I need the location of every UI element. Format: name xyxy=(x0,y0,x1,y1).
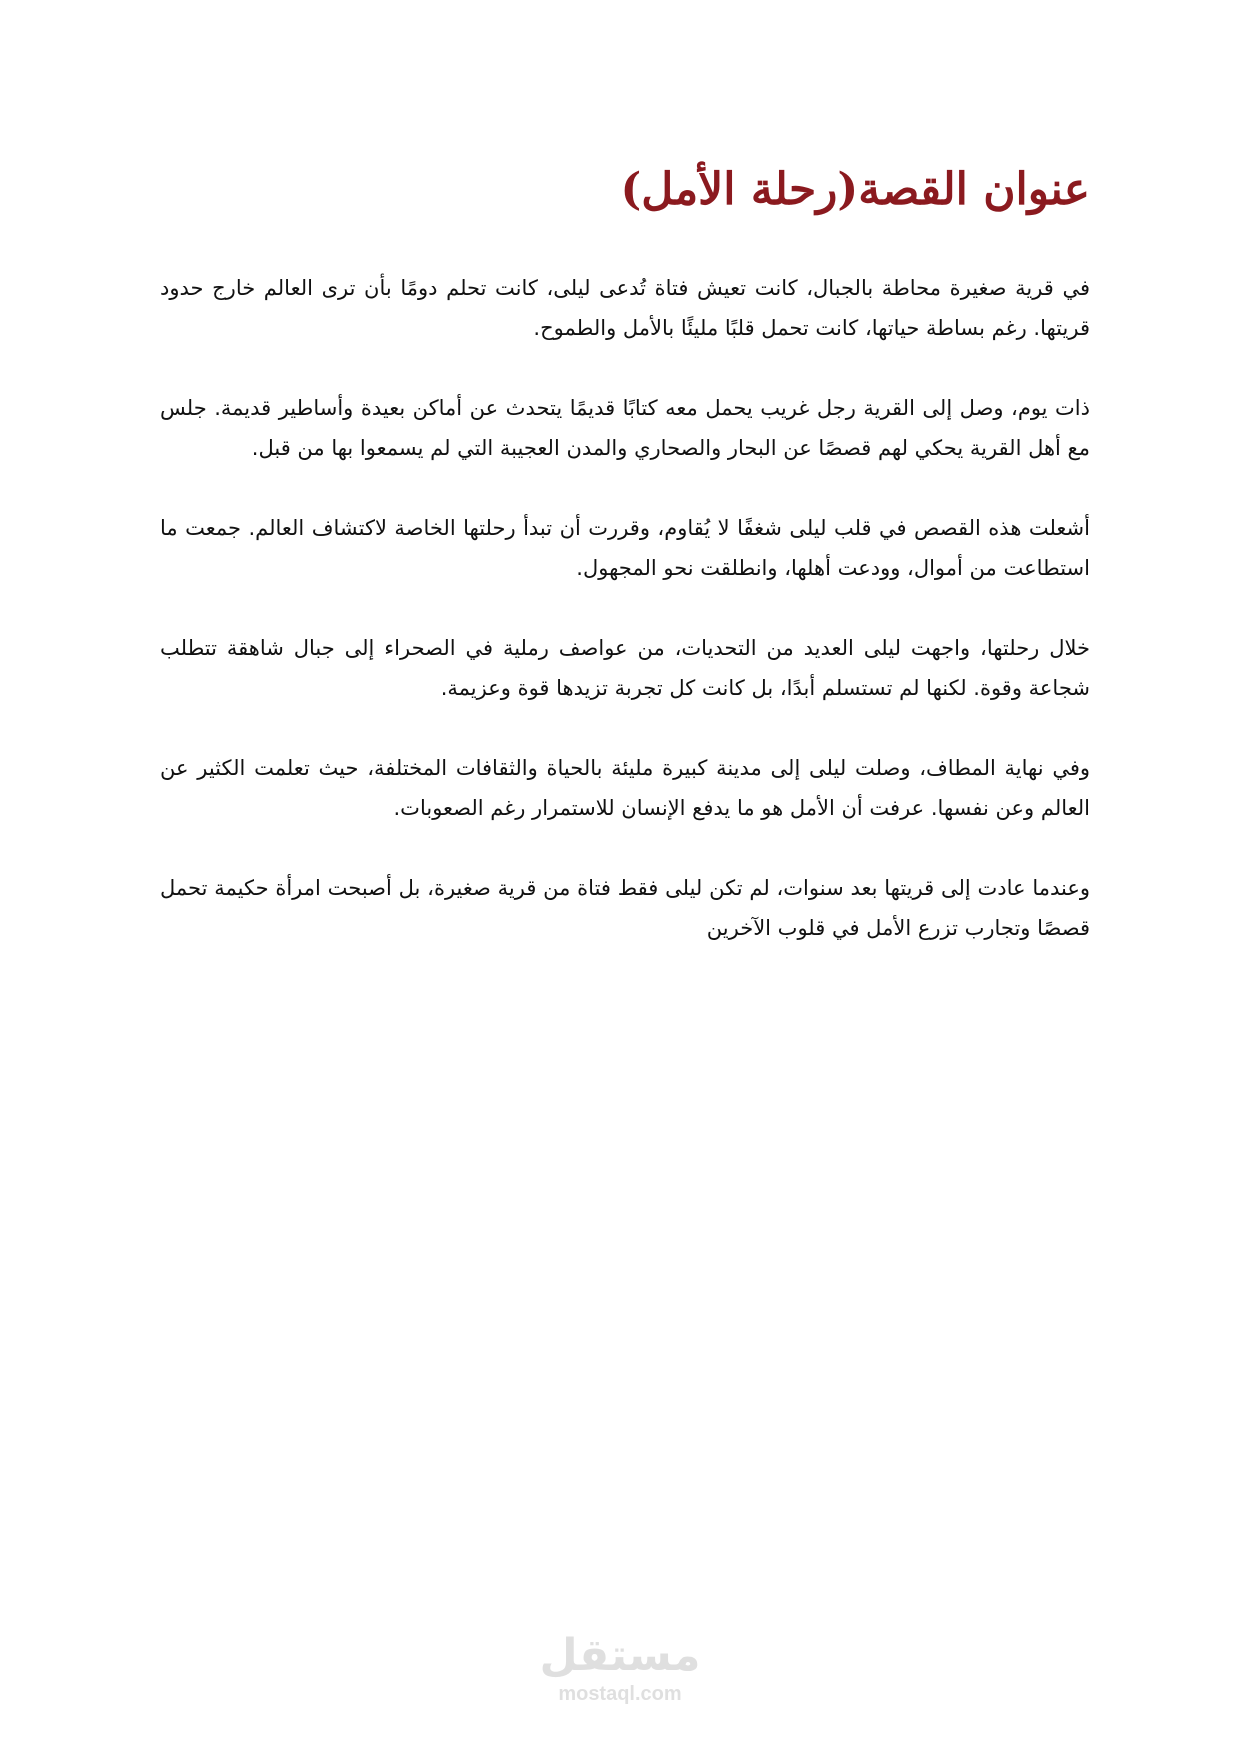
story-body xyxy=(160,268,1090,988)
story-title: عنوان القصة(رحلة الأمل) xyxy=(620,164,1090,215)
story-paragraph: ذات يوم، وصل إلى القرية رجل غريب يحمل معه كتابًا قديمًا يتحدث عن أماكن بعيدة وأساطير قديمة. جلس مع أهل القرية يحكي لهم قصصًا عن البحار والصحاري والمدن العجيبة التي لم يسمعوا بها من قبل. xyxy=(160,396,1090,460)
story-paragraph: وعندما عادت إلى قريتها بعد سنوات، لم تكن ليلى فقط فتاة من قرية صغيرة، بل أصبحت امرأة حكيمة تحمل قصصًا وتجارب تزرع الأمل في قلوب الآخرين xyxy=(160,876,1090,940)
watermark xyxy=(520,1630,720,1706)
story-paragraph: خلال رحلتها، واجهت ليلى العديد من التحديات، من عواصف رملية في الصحراء إلى جبال شاهقة تتطلب شجاعة وقوة. لكنها لم تستسلم أبدًا، بل كانت كل تجربة تزيدها قوة وعزيمة. xyxy=(160,636,1090,700)
story-paragraph: في قرية صغيرة محاطة بالجبال، كانت تعيش فتاة تُدعى ليلى، كانت تحلم دومًا بأن ترى العالم خارج حدود قريتها. رغم بساطة حياتها، كانت تحمل قلبًا مليئًا بالأمل والطموح. xyxy=(160,276,1090,340)
story-paragraph: وفي نهاية المطاف، وصلت ليلى إلى مدينة كبيرة مليئة بالحياة والثقافات المختلفة، حيث تعلمت الكثير عن العالم وعن نفسها. عرفت أن الأمل هو ما يدفع الإنسان للاستمرار رغم الصعوبات. xyxy=(160,756,1090,820)
watermark-domain: mostaql.com xyxy=(558,1683,682,1705)
story-paragraph: أشعلت هذه القصص في قلب ليلى شغفًا لا يُقاوم، وقررت أن تبدأ رحلتها الخاصة لاكتشاف العالم. جمعت ما استطاعت من أموال، وودعت أهلها، وانطلقت نحو المجهول. xyxy=(160,516,1090,580)
watermark-logo: مستقل xyxy=(539,1630,701,1681)
